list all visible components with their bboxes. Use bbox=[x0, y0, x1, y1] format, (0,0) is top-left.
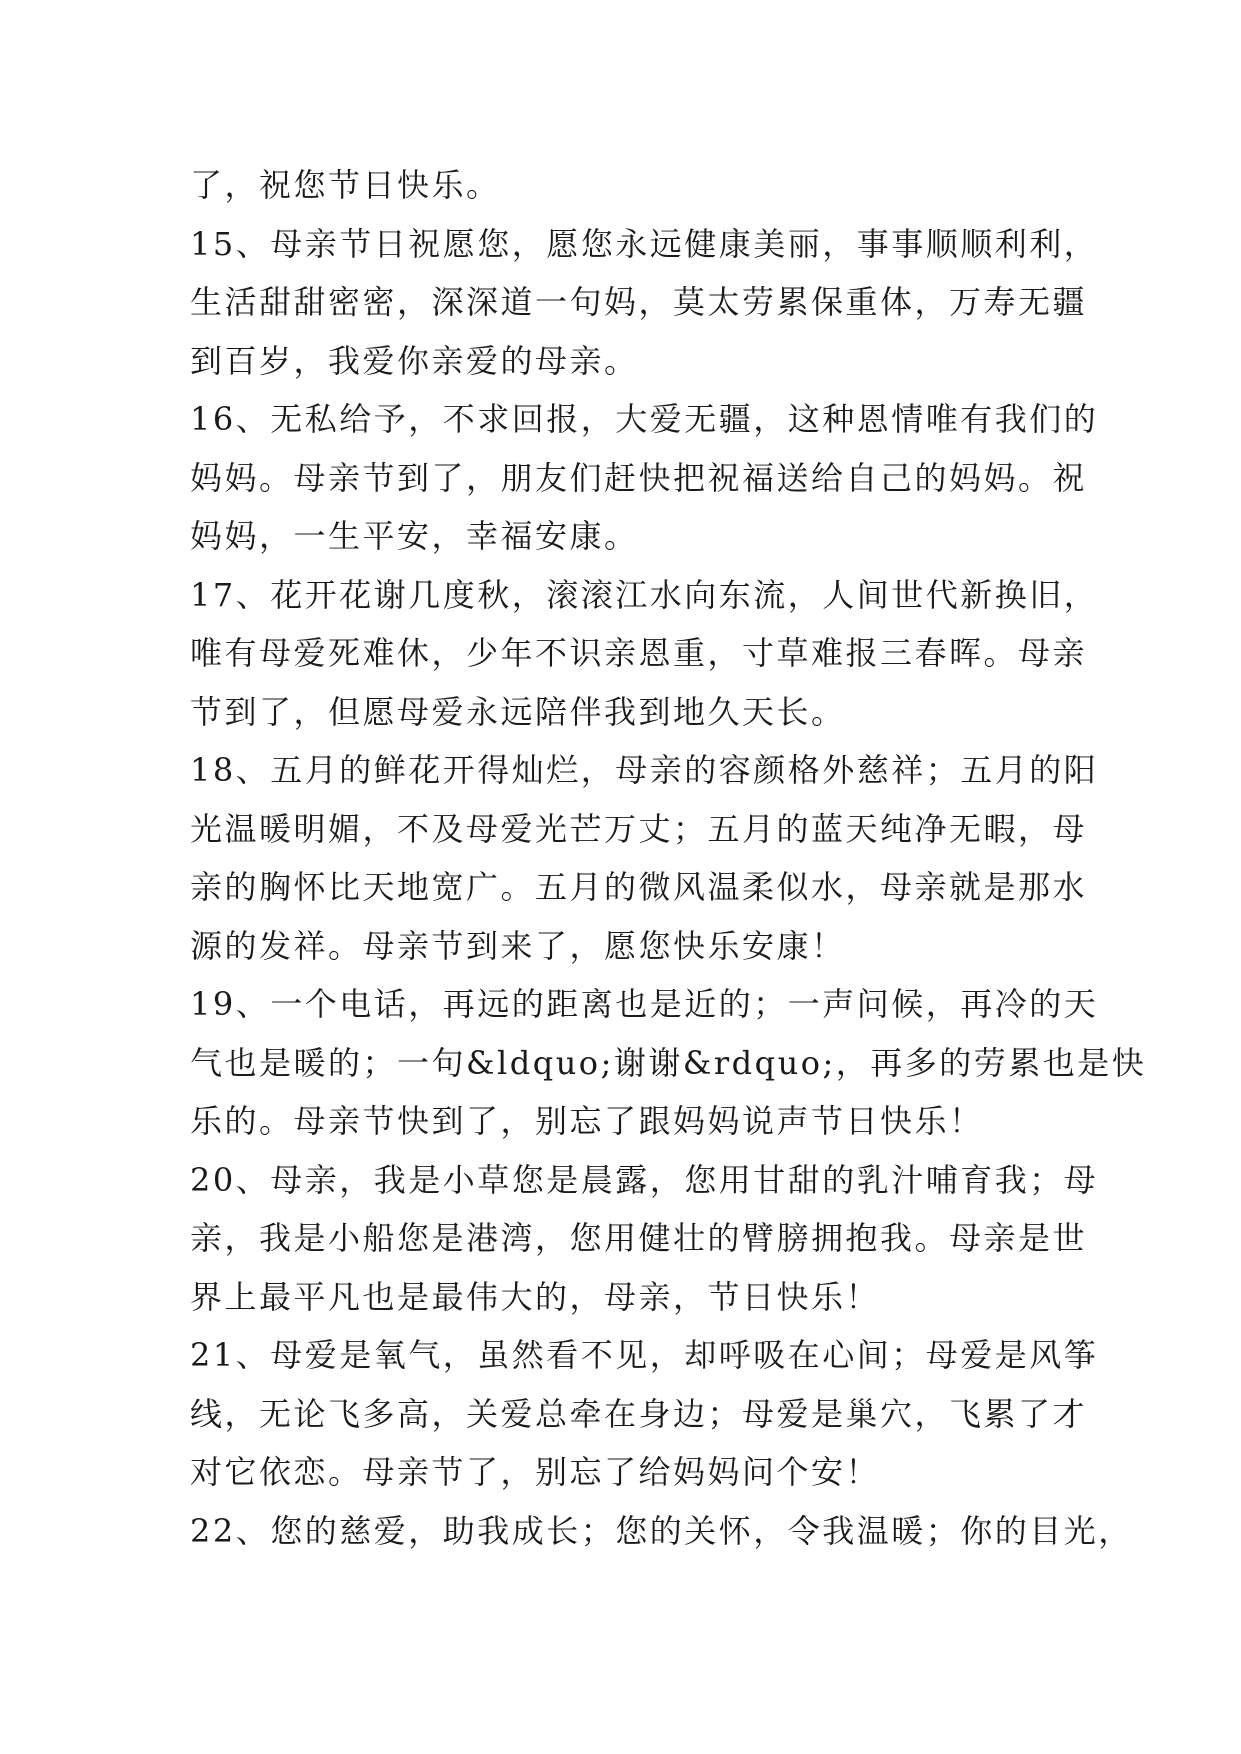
text-line: 21、母爱是氧气，虽然看不见，却呼吸在心间；母爱是风筝 bbox=[190, 1336, 1099, 1374]
text-line: 了，祝您节日快乐。 bbox=[190, 166, 501, 204]
text-line: 光温暖明媚，不及母爱光芒万丈；五月的蓝天纯净无暇，母 bbox=[190, 809, 1088, 848]
text-line: 妈妈。母亲节到了，朋友们赶快把祝福送给自己的妈妈。祝 bbox=[190, 458, 1088, 497]
text-line: 界上最平凡也是最伟大的，母亲，节日快乐！ bbox=[190, 1277, 881, 1316]
text-line: 18、五月的鲜花开得灿烂，母亲的容颜格外慈祥；五月的阳 bbox=[190, 751, 1099, 789]
text-line: 生活甜甜密密，深深道一句妈，莫太劳累保重体，万寿无疆 bbox=[190, 283, 1088, 321]
text-line: 源的发祥。母亲节到来了，愿您快乐安康！ bbox=[190, 926, 846, 965]
text-line: 到百岁，我爱你亲爱的母亲。 bbox=[190, 341, 639, 380]
text-line: 22、您的慈爱，助我成长；您的关怀，令我温暖；你的目光， bbox=[190, 1511, 1133, 1550]
text-line: 妈妈，一生平安，幸福安康。 bbox=[190, 517, 639, 555]
text-line: 亲的胸怀比天地宽广。五月的微风温柔似水，母亲就是那水 bbox=[190, 868, 1088, 906]
text-line: 气也是暖的；一句&ldquo;谢谢&rdquo;，再多的劳累也是快 bbox=[190, 1043, 1147, 1082]
text-line: 乐的。母亲节快到了，别忘了跟妈妈说声节日快乐！ bbox=[190, 1102, 984, 1140]
text-line: 线，无论飞多高，关爱总牵在身边；母爱是巢穴，飞累了才 bbox=[190, 1394, 1088, 1433]
text-line: 17、花开花谢几度秋，滚滚江水向东流，人间世代新换旧， bbox=[190, 575, 1099, 614]
text-line: 20、母亲，我是小草您是晨露，您用甘甜的乳汁哺育我；母 bbox=[190, 1160, 1099, 1199]
text-line: 亲，我是小船您是港湾，您用健壮的臂膀拥抱我。母亲是世 bbox=[190, 1219, 1088, 1257]
text-line: 节到了，但愿母爱永远陪伴我到地久天长。 bbox=[190, 692, 846, 731]
text-line: 16、无私给予，不求回报，大爱无疆，这种恩情唯有我们的 bbox=[190, 400, 1099, 438]
text-line: 15、母亲节日祝愿您，愿您永远健康美丽，事事顺顺利利， bbox=[190, 224, 1099, 263]
text-line: 唯有母爱死难休，少年不识亲恩重，寸草难报三春晖。母亲 bbox=[190, 634, 1088, 672]
text-line: 对它依恋。母亲节了，别忘了给妈妈问个安！ bbox=[190, 1453, 881, 1491]
body-text bbox=[190, 156, 1147, 1560]
text-line: 19、一个电话，再远的距离也是近的；一声问候，再冷的天 bbox=[190, 985, 1099, 1023]
